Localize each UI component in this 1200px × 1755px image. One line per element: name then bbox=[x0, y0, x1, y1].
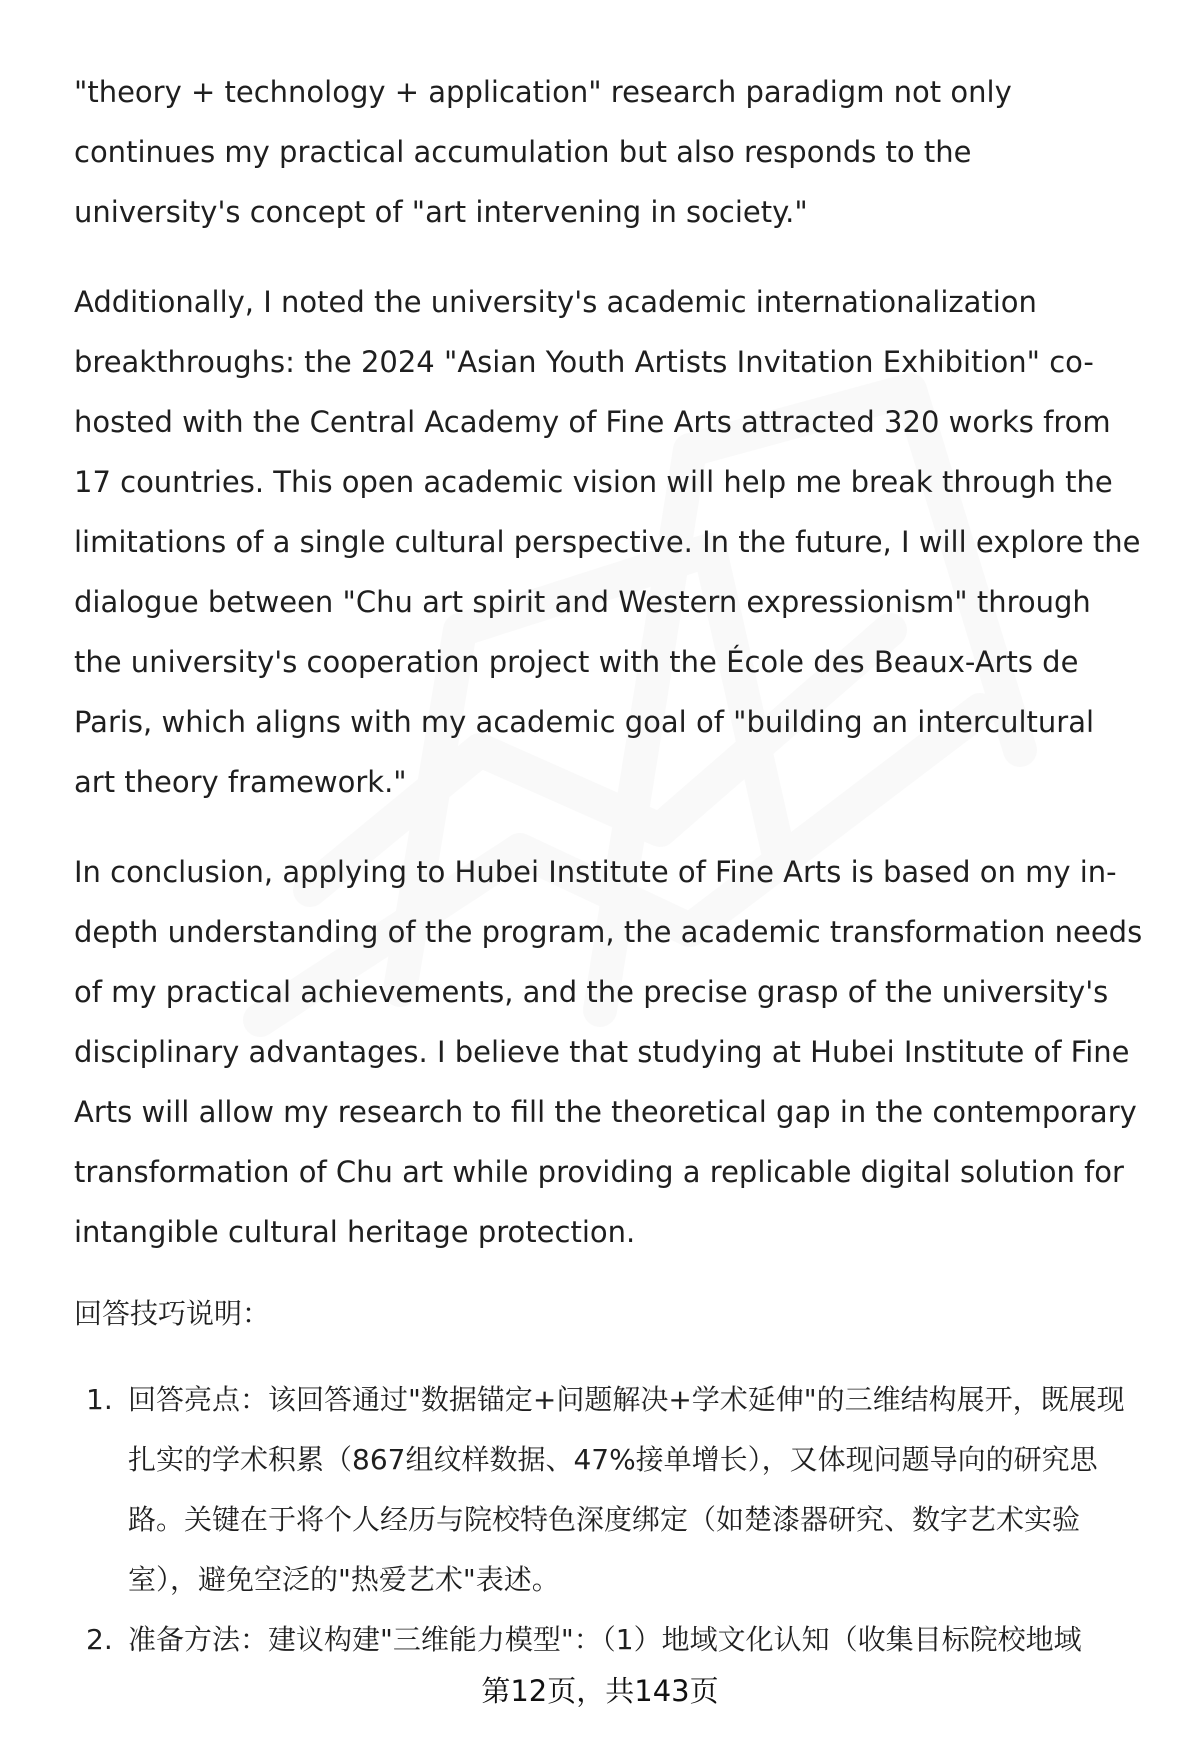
tips-list bbox=[74, 1370, 1144, 1670]
list-item bbox=[74, 1610, 1144, 1670]
paragraph: In conclusion, applying to Hubei Institute of Fine Arts is based on my in-depth understanding of the program, the academic transformation needs of my practical achievements, and the precise grasp of the university's disciplinary advantages. I believe that studying at Hubei Institute of Fine Arts will allow my research to fill the theoretical gap in the contemporary transformation of Chu art while providing a replicable digital solution for intangible cultural heritage protection. bbox=[74, 855, 1143, 1249]
list-item-number: 1. bbox=[86, 1383, 113, 1416]
document-body bbox=[74, 62, 1144, 1670]
tips-title: 回答技巧说明： bbox=[74, 1297, 271, 1330]
list-item-text: 准备方法：建议构建"三维能力模型"：（1）地域文化认知（收集目标院校地域 bbox=[128, 1623, 1082, 1656]
page-number: 第12页，共143页 bbox=[481, 1674, 719, 1708]
paragraph: "theory + technology + application" research paradigm not only continues my practical accumulation but also responds to the university's concept of "art intervening in society." bbox=[74, 75, 1012, 229]
list-item-text: 回答亮点：该回答通过"数据锚定+问题解决+学术延伸"的三维结构展开，既展现扎实的学术积累（867组纹样数据、47%接单增长），又体现问题导向的研究思路。关键在于将个人经历与院校特色深度绑定（如楚漆器研究、数字艺术实验室），避免空泛的"热爱艺术"表述。 bbox=[128, 1383, 1125, 1596]
list-item-number: 2. bbox=[86, 1623, 113, 1656]
paragraph: Additionally, I noted the university's academic internationalization breakthroughs: the 2024 "Asian Youth Artists Invitation Exhibition" co-hosted with the Central Academy of Fine Arts attracted 320 works from 17 countries. This open academic vision will help me break through the limitations of a single cultural perspective. In the future, I will explore the dialogue between "Chu art spirit and Western expressionism" through the university's cooperation project with the École des Beaux-Arts de Paris, which aligns with my academic goal of "building an intercultural art theory framework." bbox=[74, 285, 1141, 799]
list-item bbox=[74, 1370, 1144, 1610]
